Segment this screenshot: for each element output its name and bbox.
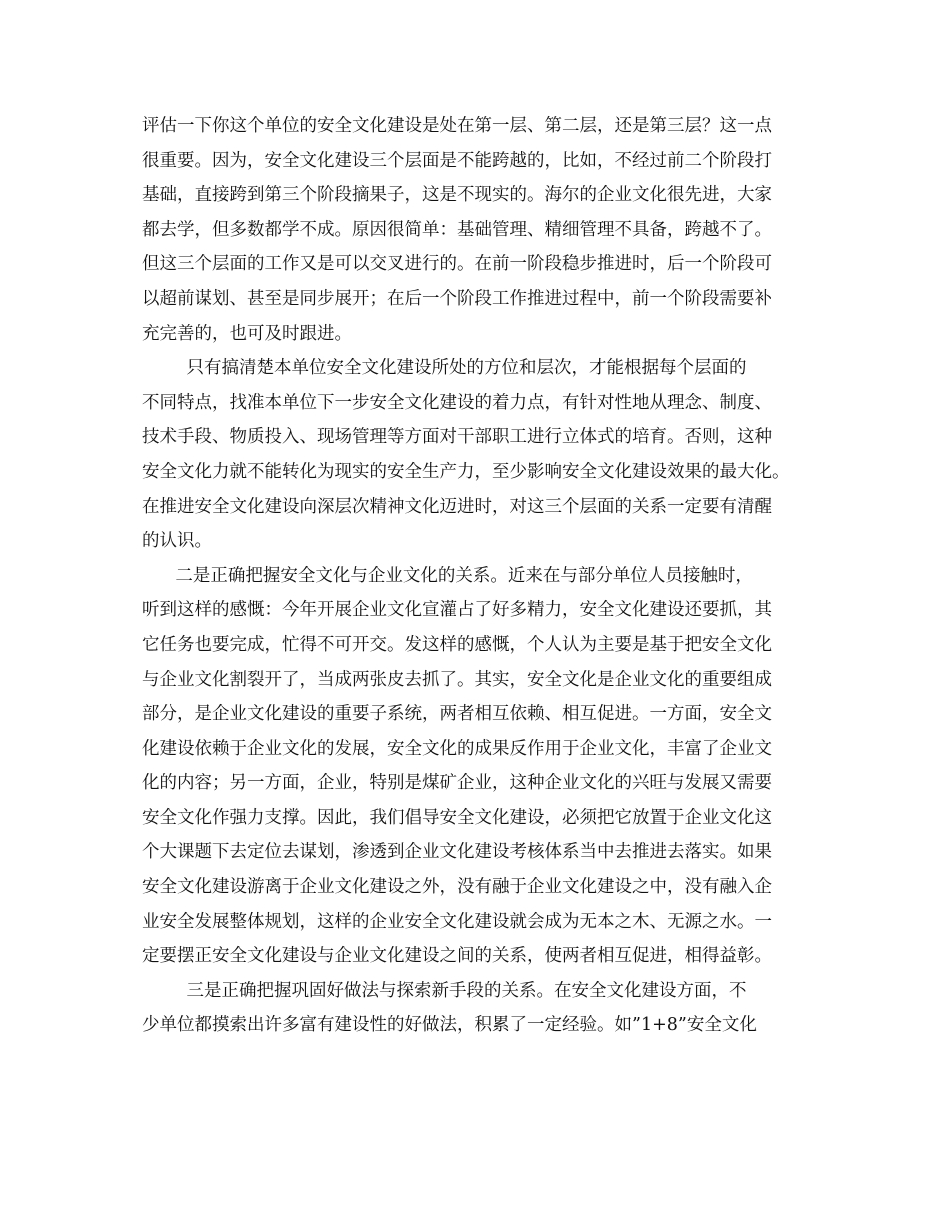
text-line: 不同特点，找准本单位下一步安全文化建设的着力点，有针对性地从理念、制度、 [142,392,772,413]
text-line: 很重要。因为，安全文化建设三个层面是不能跨越的，比如，不经过前二个阶段打 [142,150,772,171]
text-line: 化建设依赖于企业文化的发展，安全文化的成果反作用于企业文化，丰富了企业文 [142,738,772,759]
text-line: 与企业文化割裂开了，当成两张皮去抓了。其实，安全文化是企业文化的重要组成 [142,669,772,690]
text-line: 的认识。 [142,531,212,552]
text-line: 定要摆正安全文化建设与企业文化建设之间的关系，使两者相互促进，相得益彰。 [142,946,772,967]
text-line: 但这三个层面的工作又是可以交叉进行的。在前一阶段稳步推进时，后一个阶段可 [142,254,772,275]
text-line: 听到这样的感慨：今年开展企业文化宣灌占了好多精力，安全文化建设还要抓，其 [142,600,772,621]
text-line: 安全文化作强力支撑。因此，我们倡导安全文化建设，必须把它放置于企业文化这 [142,807,772,828]
text-line: 安全文化建设游离于企业文化建设之外，没有融于企业文化建设之中，没有融入企 [142,877,772,898]
text-line: 二是正确把握安全文化与企业文化的关系。近来在与部分单位人员接触时， [142,565,753,586]
text-line: 在推进安全文化建设向深层次精神文化迈进时，对这三个层面的关系一定要有清醒 [142,496,772,517]
text-line: 技术手段、物质投入、现场管理等方面对干部职工进行立体式的培育。否则，这种 [142,427,772,448]
paragraph-2 [142,351,810,559]
text-line: 评估一下你这个单位的安全文化建设是处在第一层、第二层，还是第三层？这一点 [142,116,772,136]
text-line: 基础，直接跨到第三个阶段摘果子，这是不现实的。海尔的企业文化很先进，大家 [142,185,772,206]
paragraph-3 [142,559,810,974]
text-line: 三是正确把握巩固好做法与探索新手段的关系。在安全文化建设方面，不 [142,980,747,1001]
text-line: 部分，是企业文化建设的重要子系统，两者相互依赖、相互促进。一方面，安全文 [142,704,772,725]
text-line: 业安全发展整体规划，这样的企业安全文化建设就会成为无本之木、无源之水。一 [142,911,772,932]
text-line: 安全文化力就不能转化为现实的安全生产力，至少影响安全文化建设效果的最大化。 [142,461,790,482]
text-line: 都去学，但多数都学不成。原因很简单：基础管理、精细管理不具备，跨越不了。 [142,219,772,240]
text-line: 它任务也要完成，忙得不可开交。发这样的感慨，个人认为主要是基于把安全文化 [142,634,772,655]
paragraph-1 [142,109,810,351]
paragraph-4 [142,974,810,1043]
document-body [142,109,810,1043]
text-line: 化的内容；另一方面，企业，特别是煤矿企业，这种企业文化的兴旺与发展又需要 [142,773,772,794]
text-line: 少单位都摸索出许多富有建设性的好做法，积累了一定经验。如”1+8”安全文化 [142,1015,757,1036]
text-line: 只有搞清楚本单位安全文化建设所处的方位和层次，才能根据每个层面的 [142,358,747,379]
text-line: 充完善的，也可及时跟进。 [142,323,352,344]
text-line: 个大课题下去定位去谋划，渗透到企业文化建设考核体系当中去推进去落实。如果 [142,842,772,863]
text-line: 以超前谋划、甚至是同步展开；在后一个阶段工作推进过程中，前一个阶段需要补 [142,288,772,309]
